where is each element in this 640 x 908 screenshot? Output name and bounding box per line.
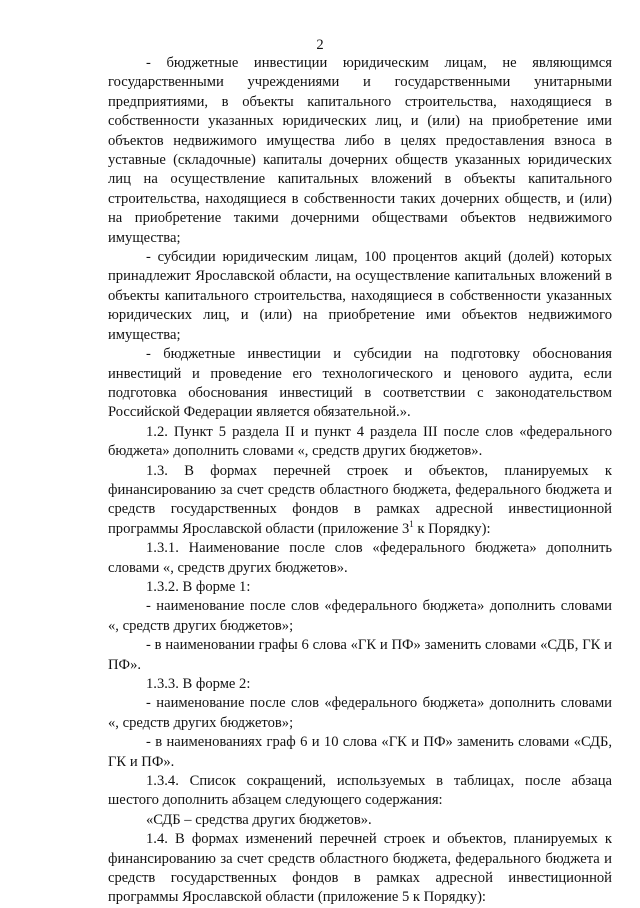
paragraph-1-2: 1.2. Пункт 5 раздела II и пункт 4 раздела III после слов «федерального бюджета» дополнить словами «, средств других бюджетов». [108, 423, 612, 460]
paragraph-1-3-text: 1.3. В формах перечней строек и объектов, планируемых к финансированию за счет средств областного бюджета, федерального бюджета и средств государственных фондов в рамках адресной инвестиционной программы Ярославской области (приложение 3 [108, 462, 612, 537]
document-body [108, 54, 612, 908]
paragraph-sdb-definition: «СДБ – средства других бюджетов». [146, 811, 372, 828]
paragraph-1-3-3-b: - в наименованиях граф 6 и 10 слова «ГК и ПФ» заменить словами «СДБ, ГК и ПФ». [108, 734, 612, 770]
paragraph-1-3 [108, 462, 612, 540]
paragraph-1-3-3-a: - наименование после слов «федерального бюджета» дополнить словами «, средств других бюджетов»; [108, 695, 612, 731]
paragraph-1-3-2: 1.3.2. В форме 1: [146, 578, 251, 595]
paragraph-subsidies: - субсидии юридическим лицам, 100 процентов акций (долей) которых принадлежит Ярославской области, на осуществление капитальных вложений в объекты капитального строительства, находящиеся в собственности указанных юридических лиц, и (или) на приобретение ими объектов недвижимого имущества; [108, 249, 612, 343]
paragraph-1-3-2-a: - наименование после слов «федерального бюджета» дополнить словами «, средств других бюджетов»; [108, 598, 612, 634]
paragraph-investments: - бюджетные инвестиции юридическим лицам, не являющимся государственными учреждениями и государственными унитарными предприятиями, в объекты капитального строительства, находящиеся в собственности указанных юридических лиц, и (или) на приобретение ими объектов недвижимого имущества либо в целях предоставления взноса в уставные (складочные) капиталы дочерних обществ указанных юридических лиц на осуществление капитальных вложений в объекты капитального строительства, находящиеся в собственности таких дочерних обществ, и (или) на приобретение такими дочерними обществами объектов недвижимого имущества; [108, 55, 612, 246]
footnote-superscript: 1 [409, 518, 414, 529]
paragraph-1-3-4: 1.3.4. Список сокращений, используемых в таблицах, после абзаца шестого дополнить абзацем следующего содержания: [108, 773, 612, 809]
paragraph-audit: - бюджетные инвестиции и субсидии на подготовку обоснования инвестиций и проведение его технологического и ценового аудита, если подготовка обоснования инвестиций в соответствии с законодательством Российской Федерации является обязательной.». [108, 346, 612, 421]
paragraph-1-3-tail: к Порядку): [413, 520, 491, 537]
paragraph-1-3-3: 1.3.3. В форме 2: [146, 676, 251, 692]
paragraph-1-4: 1.4. В формах изменений перечней строек и объектов, планируемых к финансированию за счет средств областного бюджета, федерального бюджета и средств государственных фондов в рамках адресной инвестиционной программы Ярославской области (приложение 5 к Порядку): [108, 831, 612, 906]
paragraph-1-3-1: 1.3.1. Наименование после слов «федерального бюджета» дополнить словами «, средств других бюджетов». [108, 540, 612, 576]
page-number: 2 [316, 37, 324, 53]
paragraph-1-3-2-b: - в наименовании графы 6 слова «ГК и ПФ» заменить словами «СДБ, ГК и ПФ». [108, 637, 612, 673]
